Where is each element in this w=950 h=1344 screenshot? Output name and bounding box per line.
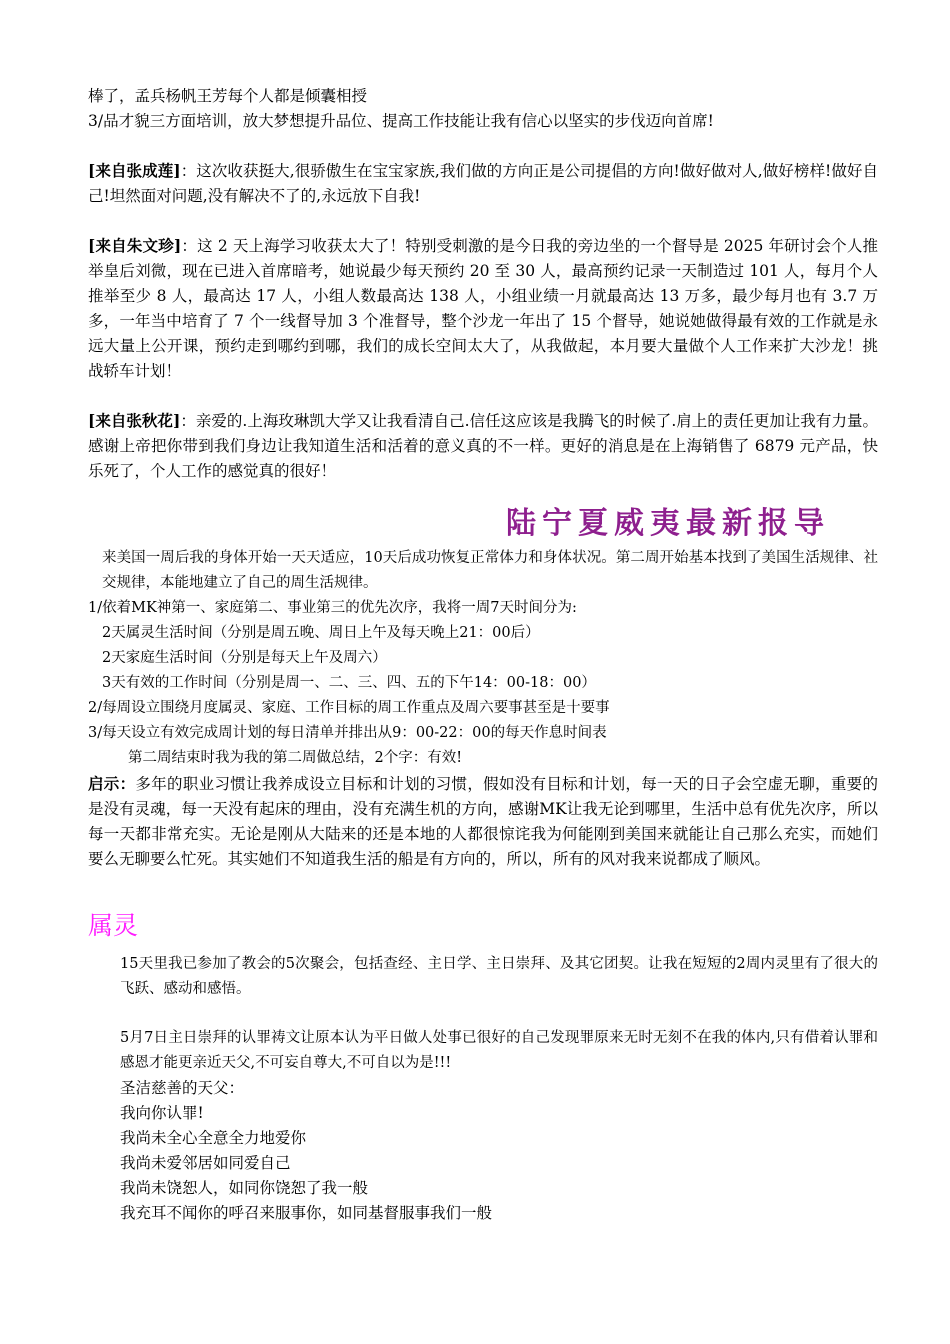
report-summary: 第二周结束时我为我的第二周做总结，2个字：有效! [128,750,463,766]
report-item-2: 2/每周设立围绕月度属灵、家庭、工作目标的周工作重点及周六要事甚至是十要事 [88,700,610,716]
paragraph-line: 棒了，孟兵杨帆王芳每个人都是倾囊相授 [88,87,368,105]
prayer-line: 圣洁慈善的天父： [120,1079,245,1097]
testimonial-text: ：这次收获挺大,很骄傲生在宝宝家族,我们做的方向正是公司提倡的方向!做好做对人,做好榜样!做好自己!坦然面对问题,没有解决不了的,永远放下自我! [88,162,878,205]
prayer-line: 我充耳不闻你的呼召来服事你，如同基督服事我们一般 [120,1204,493,1222]
report-title: 陆宁夏威夷最新报导 [506,506,830,541]
report-insight [88,771,878,872]
paragraph-line: 3/品才貌三方面培训，放大梦想提升品位、提高工作技能让我有信心以坚实的步伐迈向首席! [88,112,714,130]
testimonial-label: [来自张秋花] [88,411,181,430]
report-subitem: 2天家庭生活时间（分别是每天上午及周六） [102,650,387,666]
document-page [88,84,878,1226]
insight-label: 启示： [88,774,136,793]
report-item-1: 1/依着MK神第一、家庭第二、事业第三的优先次序，我将一周7天时间分为: [88,600,577,616]
testimonial-text: ：亲爱的.上海玫琳凯大学又让我看清自己.信任这应该是我腾飞的时候了.肩上的责任更加让我有力量。感谢上帝把你带到我们身边让我知道生活和活着的意义真的不一样。更好的消息是在上海销售了 6879 元产品，快乐死了，个人工作的感觉真的很好！ [88,412,878,480]
spiritual-paragraph-2: 5月7日主日崇拜的认罪祷文让原本认为平日做人处事已很好的自己发现罪原来无时无刻不在我的体内,只有借着认罪和感恩才能更亲近天父,不可妄自尊大,不可自以为是!!! [120,1030,878,1071]
report-subitem: 2天属灵生活时间（分别是周五晚、周日上午及每天晚上21：00后） [102,625,540,641]
testimonial-text: ：这 2 天上海学习收获太大了！特别受刺激的是今日我的旁边坐的一个督导是 2025 年研讨会个人推举皇后刘微，现在已进入首席暗考，她说最少每天预约 20 至 30 人，最高预约记录一天制造过 101 人，每月个人推举至少 8 人，最高达 17 人，小组人数最高达 138 人，小组业绩一月就最高达 13 万多，最少每月也有 3.7 万多，一年当中培育了 7 个一线督导加 3 个准督导，整个沙龙一年出了 15 个督导，她说她做得最有效的工作就是永远大量上公开课，预约走到哪约到哪，我们的成长空间太大了，从我做起，本月要大量做个人工作来扩大沙龙！挑战轿车计划！ [88,237,878,380]
testimonial-label: [来自张成莲] [88,161,181,180]
testimonial-zhang-chenglian [88,158,878,209]
section-heading-spiritual: 属灵 [88,911,139,940]
testimonial-label: [来自朱文珍] [88,236,182,255]
report-subitem: 3天有效的工作时间（分别是周一、二、三、四、五的下午14：00-18：00） [102,675,596,691]
spiritual-paragraph-1: 15天里我已参加了教会的5次聚会，包括查经、主日学、主日崇拜、及其它团契。让我在短短的2周内灵里有了很大的飞跃、感动和感悟。 [120,956,878,997]
prayer-line: 我尚未全心全意全力地爱你 [120,1129,307,1147]
testimonial-zhang-qiuhua [88,408,878,484]
prayer-line: 我尚未饶恕人，如同你饶恕了我一般 [120,1179,369,1197]
report-intro: 来美国一周后我的身体开始一天天适应，10天后成功恢复正常体力和身体状况。第二周开始基本找到了美国生活规律、社交规律，本能地建立了自己的周生活规律。 [102,550,878,591]
report-item-3: 3/每天设立有效完成周计划的每日清单并排出从9：00-22：00的每天作息时间表 [88,725,607,741]
insight-text: 多年的职业习惯让我养成设立目标和计划的习惯，假如没有目标和计划，每一天的日子会空虚无聊，重要的是没有灵魂，每一天没有起床的理由，没有充满生机的方向，感谢MK让我无论到哪里，生活中总有优先次序，所以每一天都非常充实。无论是刚从大陆来的还是本地的人都很惊诧我为何能刚到美国来就能让自己那么充实，而她们要么无聊要么忙死。其实她们不知道我生活的船是有方向的，所以，所有的风对我来说都成了顺风。 [88,775,878,868]
prayer-line: 我向你认罪! [120,1104,204,1122]
prayer-line: 我尚未爱邻居如同爱自己 [120,1154,291,1172]
testimonial-zhu-wenzhen [88,233,878,384]
